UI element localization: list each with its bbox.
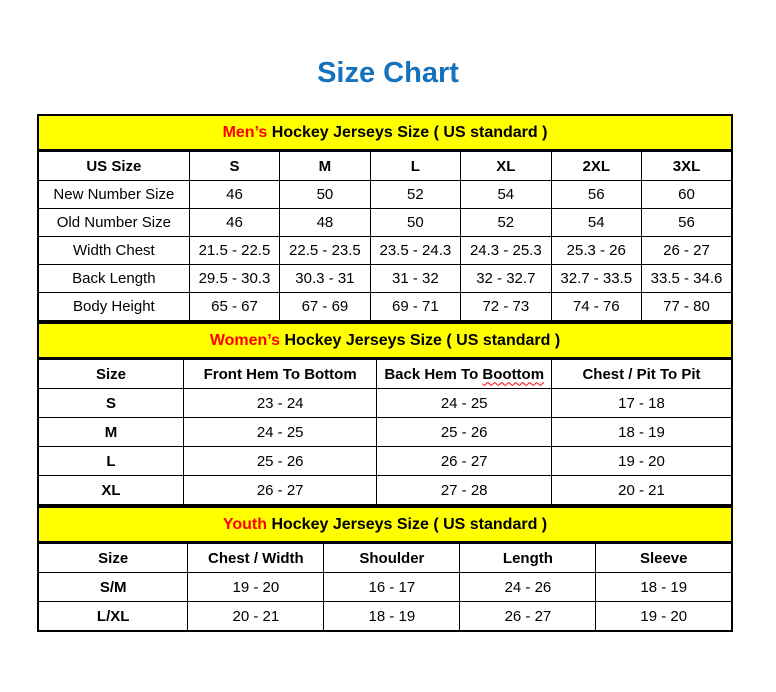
column-header: Size xyxy=(38,544,188,573)
column-header: Front Hem To Bottom xyxy=(183,360,376,389)
size-cell: 19 - 20 xyxy=(551,447,732,476)
size-cell: 18 - 19 xyxy=(324,602,460,632)
table-row xyxy=(38,476,732,506)
youth-size-table xyxy=(37,543,733,632)
table-row xyxy=(38,293,732,322)
size-cell: 60 xyxy=(642,181,733,209)
size-cell: 52 xyxy=(370,181,460,209)
row-label: Old Number Size xyxy=(38,209,189,237)
column-header: 2XL xyxy=(551,152,641,181)
row-label: L/XL xyxy=(38,602,188,632)
size-cell: 50 xyxy=(280,181,370,209)
youth-section xyxy=(37,506,733,632)
row-label: Width Chest xyxy=(38,237,189,265)
table-row xyxy=(38,265,732,293)
womens-banner-highlight: Women’s xyxy=(209,332,281,349)
size-chart-tables xyxy=(37,114,733,632)
row-label: Back Length xyxy=(38,265,189,293)
column-header: XL xyxy=(461,152,551,181)
header-row xyxy=(38,360,732,389)
table-row xyxy=(38,418,732,447)
womens-section xyxy=(37,322,733,506)
size-cell: 72 - 73 xyxy=(461,293,551,322)
womens-size-table xyxy=(37,359,733,506)
size-cell: 56 xyxy=(551,181,641,209)
row-label: Body Height xyxy=(38,293,189,322)
table-row xyxy=(38,602,732,632)
size-cell: 77 - 80 xyxy=(642,293,733,322)
row-label: L xyxy=(38,447,183,476)
size-cell: 31 - 32 xyxy=(370,265,460,293)
size-cell: 26 - 27 xyxy=(183,476,376,506)
size-cell: 24 - 26 xyxy=(460,573,596,602)
column-header: M xyxy=(280,152,370,181)
row-label: XL xyxy=(38,476,183,506)
size-cell: 30.3 - 31 xyxy=(280,265,370,293)
row-label: M xyxy=(38,418,183,447)
size-cell: 69 - 71 xyxy=(370,293,460,322)
size-cell: 32 - 32.7 xyxy=(461,265,551,293)
size-cell: 20 - 21 xyxy=(188,602,324,632)
mens-section-banner xyxy=(37,114,733,151)
column-header: Sleeve xyxy=(596,544,732,573)
youth-section-banner xyxy=(37,506,733,543)
table-row xyxy=(38,389,732,418)
womens-section-banner xyxy=(37,322,733,359)
size-cell: 19 - 20 xyxy=(188,573,324,602)
size-cell: 17 - 18 xyxy=(551,389,732,418)
table-row xyxy=(38,447,732,476)
column-header: S xyxy=(189,152,279,181)
size-cell: 29.5 - 30.3 xyxy=(189,265,279,293)
column-header: Chest / Pit To Pit xyxy=(551,360,732,389)
table-row xyxy=(38,573,732,602)
youth-banner-highlight: Youth xyxy=(222,516,267,533)
size-cell: 18 - 19 xyxy=(551,418,732,447)
table-row xyxy=(38,209,732,237)
page-title: Size Chart xyxy=(317,57,459,89)
column-header: Length xyxy=(460,544,596,573)
size-cell: 21.5 - 22.5 xyxy=(189,237,279,265)
size-cell: 18 - 19 xyxy=(596,573,732,602)
size-cell: 22.5 - 23.5 xyxy=(280,237,370,265)
size-cell: 54 xyxy=(461,181,551,209)
size-cell: 48 xyxy=(280,209,370,237)
row-label: New Number Size xyxy=(38,181,189,209)
column-header: Chest / Width xyxy=(188,544,324,573)
column-header: 3XL xyxy=(642,152,733,181)
mens-banner-text: Hockey Jerseys Size ( US standard ) xyxy=(267,124,548,141)
size-cell: 25 - 26 xyxy=(183,447,376,476)
table-row xyxy=(38,237,732,265)
row-label: S xyxy=(38,389,183,418)
size-cell: 16 - 17 xyxy=(324,573,460,602)
youth-banner-text: Hockey Jerseys Size ( US standard ) xyxy=(267,516,548,533)
size-cell: 23.5 - 24.3 xyxy=(370,237,460,265)
column-header: US Size xyxy=(38,152,189,181)
row-label: S/M xyxy=(38,573,188,602)
size-cell: 33.5 - 34.6 xyxy=(642,265,733,293)
size-cell: 26 - 27 xyxy=(460,602,596,632)
column-header: Shoulder xyxy=(324,544,460,573)
size-cell: 65 - 67 xyxy=(189,293,279,322)
size-cell: 20 - 21 xyxy=(551,476,732,506)
size-cell: 54 xyxy=(551,209,641,237)
column-header: Size xyxy=(38,360,183,389)
size-cell: 56 xyxy=(642,209,733,237)
womens-banner-text: Hockey Jerseys Size ( US standard ) xyxy=(280,332,561,349)
column-header: Back Hem To Boottom xyxy=(377,360,552,389)
size-cell: 32.7 - 33.5 xyxy=(551,265,641,293)
table-row xyxy=(38,181,732,209)
header-row xyxy=(38,544,732,573)
size-cell: 50 xyxy=(370,209,460,237)
size-cell: 24 - 25 xyxy=(183,418,376,447)
size-cell: 52 xyxy=(461,209,551,237)
column-header: L xyxy=(370,152,460,181)
size-cell: 19 - 20 xyxy=(596,602,732,632)
mens-banner-highlight: Men’s xyxy=(222,124,268,141)
size-cell: 67 - 69 xyxy=(280,293,370,322)
size-cell: 24.3 - 25.3 xyxy=(461,237,551,265)
mens-section xyxy=(37,114,733,322)
size-cell: 27 - 28 xyxy=(377,476,552,506)
size-cell: 46 xyxy=(189,181,279,209)
size-cell: 26 - 27 xyxy=(377,447,552,476)
size-cell: 26 - 27 xyxy=(642,237,733,265)
mens-size-table xyxy=(37,151,733,322)
misspelled-word: Boottom xyxy=(482,365,545,383)
size-cell: 46 xyxy=(189,209,279,237)
size-cell: 25 - 26 xyxy=(377,418,552,447)
size-cell: 23 - 24 xyxy=(183,389,376,418)
size-cell: 24 - 25 xyxy=(377,389,552,418)
header-row xyxy=(38,152,732,181)
size-cell: 25.3 - 26 xyxy=(551,237,641,265)
size-cell: 74 - 76 xyxy=(551,293,641,322)
